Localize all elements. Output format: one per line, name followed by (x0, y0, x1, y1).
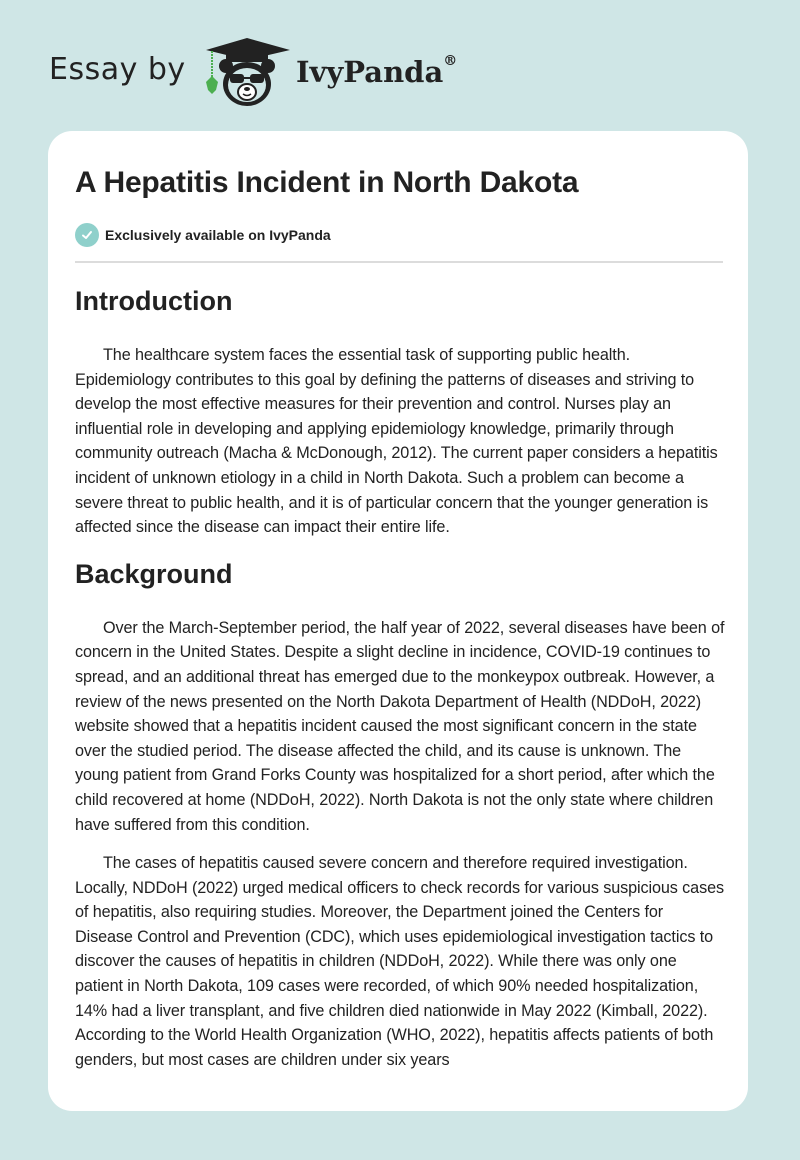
registered-mark: ® (443, 53, 458, 69)
section-heading: Background (75, 558, 233, 589)
section-heading: Introduction (75, 286, 233, 316)
brand-name[interactable] (296, 55, 457, 89)
site-header (0, 0, 800, 130)
paragraph: The healthcare system faces the essential task of supporting public health. Epidemiology contributes to this goal by defining the patterns of diseases and striving to develop the most effective measures for their prevention and control. Nurses play an influential role in developing and applying epidemiology knowledge, primarily through community outreach (Macha & McDonough, 2012). The current paper considers a hepatitis incident of unknown etiology in a child in North Dakota. Such a problem can become a severe threat to public health, and it is of particular concern that the younger generation is affected since the disease can impact their entire life. (75, 346, 718, 537)
section-background (75, 554, 725, 1073)
section-introduction (75, 281, 725, 540)
exclusive-badge (75, 223, 331, 247)
check-circle-icon (75, 223, 99, 247)
paragraph: The cases of hepatitis caused severe concern and therefore required investigation. Locally, NDDoH (2022) urged medical officers to check records for various suspicious cases of hepatitis, also requiring studies. Moreover, the Department joined the Centers for Disease Control and Prevention (CDC), which uses epidemiological investigation tactics to discover the causes of hepatitis in children (NDDoH, 2022). While there was only one patient in North Dakota, 109 cases were recorded, of which 90% needed hospitalization, 14% had a liver transplant, and five children died nationwide in May 2022 (Kimball, 2022). According to the World Health Organization (WHO, 2022), hepatitis affects patients of both genders, but most cases are children under six years (75, 854, 724, 1069)
badge-label: Exclusively available on IvyPanda (105, 227, 331, 243)
page-title: A Hepatitis Incident in North Dakota (75, 166, 579, 199)
essay-by-label: Essay by (49, 52, 186, 87)
panda-graduate-icon[interactable] (202, 36, 292, 108)
article-body (75, 281, 725, 1086)
title-divider (75, 261, 723, 263)
paragraph: Over the March-September period, the half year of 2022, several diseases have been of concern in the United States. Despite a slight decline in incidence, COVID-19 continues to spread, and an additional threat has emerged due to the monkeypox outbreak. However, a review of the news presented on the North Dakota Department of Health (NDDoH, 2022) website showed that a hepatitis incident caused the most significant concern in the state over the studied period. The disease affected the child, and its cause is unknown. The young patient from Grand Forks County was hospitalized for a short period, after which the child recovered at home (NDDoH, 2022). North Dakota is not the only state where children have suffered from this condition. (75, 618, 725, 834)
essay-card (48, 131, 748, 1111)
brand-label: IvyPanda (296, 55, 444, 89)
